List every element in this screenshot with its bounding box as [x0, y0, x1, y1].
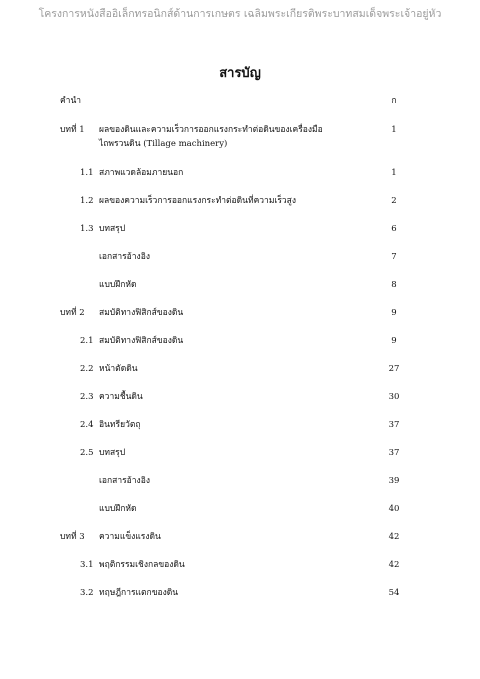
toc-page-number: 27 [388, 364, 400, 374]
toc-entry-label: เอกสารอ้างอิง [99, 476, 150, 486]
toc-page-number: 40 [388, 504, 400, 514]
toc-section-label: บทสรุป [99, 448, 126, 458]
toc-chapter-number: บทที่ 1 [60, 125, 85, 135]
toc-page-number: 2 [391, 196, 397, 206]
toc-page-number: 1 [391, 125, 397, 135]
toc-chapter-number: บทที่ 2 [60, 308, 85, 318]
toc-page-number: 30 [388, 392, 400, 402]
toc-section-number: 2.1 [80, 336, 94, 346]
toc-section-label: ผลของความเร็วการออกแรงกระทำต่อดินที่ความเร็วสูง [99, 196, 296, 206]
header-banner: โครงการหนังสืออิเล็กทรอนิกส์ด้านการเกษตร เฉลิมพระเกียรติพระบาทสมเด็จพระเจ้าอยู่หัว [38, 8, 442, 20]
toc-section-number: 2.2 [80, 364, 94, 374]
toc-page-number: 9 [391, 336, 397, 346]
toc-section-label: ความชื้นดิน [99, 392, 143, 402]
toc-title: สารบัญ [219, 66, 261, 81]
toc-section-number: 3.1 [80, 560, 94, 570]
toc-page-number: 42 [388, 532, 400, 542]
toc-chapter-label-line2: ไถพรวนดิน (Tillage machinery) [99, 139, 228, 149]
toc-page-number: 6 [391, 224, 397, 234]
toc-page-number: 42 [388, 560, 400, 570]
toc-preface-label: คำนำ [60, 96, 82, 106]
toc-page-number: 37 [388, 448, 400, 458]
toc-section-label: สมบัติทางฟิสิกส์ของดิน [99, 336, 184, 346]
toc-section-label: สภาพแวดล้อมภายนอก [99, 168, 184, 178]
toc-entry-label: แบบฝึกหัด [99, 504, 137, 514]
toc-section-number: 2.5 [80, 448, 94, 458]
toc-page-number: 8 [391, 280, 397, 290]
toc-section-number: 3.2 [80, 588, 94, 598]
toc-chapter-label: ผลของดินและความเร็วการออกแรงกระทำต่อดินของเครื่องมือ [99, 125, 323, 135]
toc-section-number: 1.1 [80, 168, 94, 178]
toc-page-number: 9 [391, 308, 397, 318]
toc-section-label: อินทรียวัตถุ [99, 420, 141, 430]
toc-page-number: 54 [388, 588, 400, 598]
toc-section-number: 1.3 [80, 224, 94, 234]
toc-page-number: 1 [391, 168, 397, 178]
toc-page-number: 37 [388, 420, 400, 430]
toc-chapter-number: บทที่ 3 [60, 532, 85, 542]
toc-section-number: 1.2 [80, 196, 94, 206]
toc-section-label: หน้าตัดดิน [99, 364, 138, 374]
toc-chapter-label: ความแข็งแรงดิน [99, 532, 161, 542]
toc-entry-label: แบบฝึกหัด [99, 280, 137, 290]
toc-page-number: 7 [391, 252, 397, 262]
toc-section-number: 2.4 [80, 420, 94, 430]
toc-section-label: บทสรุป [99, 224, 126, 234]
toc-page-number: ก [391, 96, 397, 106]
toc-section-label: พฤติกรรมเชิงกลของดิน [99, 560, 185, 570]
toc-page-number: 39 [388, 476, 400, 486]
toc-chapter-label: สมบัติทางฟิสิกส์ของดิน [99, 308, 184, 318]
toc-entry-label: เอกสารอ้างอิง [99, 252, 150, 262]
toc-section-number: 2.3 [80, 392, 94, 402]
toc-section-label: ทฤษฎีการแตกของดิน [99, 588, 179, 598]
